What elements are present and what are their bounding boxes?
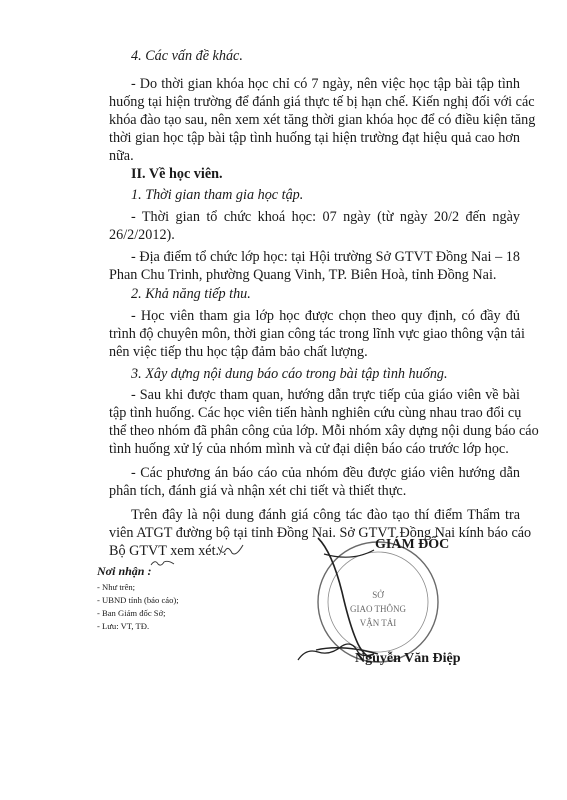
conclusion-line-3: Bộ GTVT xem xét./. — [109, 543, 227, 559]
sub2-p1-line-1: - Học viên tham gia lớp học được chọn theo quy định, có đầy đủ — [131, 308, 520, 324]
part2-heading: II. Về học viên. — [131, 166, 223, 182]
handwritten-initial-icon — [150, 558, 176, 568]
sub2-heading: 2. Khả năng tiếp thu. — [131, 286, 251, 302]
sub3-p2-line-2: phân tích, đánh giá và nhận xét chi tiết và thiết thực. — [109, 483, 407, 499]
sub3-p1-line-3: thể theo nhóm đã phân công của lớp. Mỗi nhóm xây dựng nội dung báo cáo — [109, 423, 539, 439]
section4-line-1: - Do thời gian khóa học chỉ có 7 ngày, nên việc học tập bài tập tình — [131, 76, 520, 92]
section4-line-4: thời gian học tập bài tập tình huống tại hiện trường đạt hiệu quả cao hơn — [109, 130, 520, 146]
recipient-item-1: - Như trên; — [97, 582, 136, 592]
sub2-p1-line-3: nên việc tiếp thu học tập đảm bảo chất lượng. — [109, 344, 368, 360]
svg-text:VẬN TẢI: VẬN TẢI — [359, 618, 397, 628]
sub3-p1-line-1: - Sau khi được tham quan, hướng dẫn trực tiếp của giáo viên về bài — [131, 387, 520, 403]
signatory-title: GIÁM ĐỐC — [375, 537, 450, 552]
section4-heading: 4. Các vấn đề khác. — [131, 48, 243, 64]
section4-line-3: khóa đào tạo sau, nên xem xét tăng thời gian khóa học để có điều kiện tăng — [109, 112, 536, 128]
initial-mark-icon — [216, 541, 246, 557]
sub3-p1-line-2: tập tình huống. Các học viên tiến hành nghiên cứu cùng nhau trao đổi cụ — [109, 405, 522, 421]
recipient-item-3: - Ban Giám đốc Sở; — [97, 608, 166, 618]
sub1-p1-line-1: - Thời gian tổ chức khoá học: 07 ngày (từ ngày 20/2 đến ngày — [131, 209, 520, 225]
sub3-p2-line-1: - Các phương án báo cáo của nhóm đều được giáo viên hướng dẫn — [131, 465, 520, 481]
sub1-p2-line-1: - Địa điểm tổ chức lớp học: tại Hội trường Sở GTVT Đồng Nai – 18 — [131, 249, 520, 265]
sub2-p1-line-2: trình độ chuyên môn, thời gian công tác trong lĩnh vực giao thông vận tải — [109, 326, 525, 342]
section4-line-5: nữa. — [109, 148, 134, 164]
recipient-item-4: - Lưu: VT, TĐ. — [97, 621, 150, 631]
sub3-p1-line-4: tình huống xử lý của nhóm mình và cử đại diện báo cáo trước lớp học. — [109, 441, 509, 457]
sub1-heading: 1. Thời gian tham gia học tập. — [131, 187, 304, 203]
svg-text:SỞ: SỞ — [372, 590, 384, 600]
section4-line-2: huống tại hiện trường để đánh giá thực tế bị hạn chế. Kiến nghị đối với các — [109, 94, 535, 110]
recipient-item-2: - UBND tỉnh (báo cáo); — [97, 595, 179, 605]
recipients-heading: Nơi nhận : — [97, 564, 152, 578]
sub3-heading: 3. Xây dựng nội dung báo cáo trong bài tập tình huống. — [131, 366, 448, 382]
sub1-p2-line-2: Phan Chu Trinh, phường Quang Vinh, TP. Biên Hoà, tỉnh Đồng Nai. — [109, 267, 497, 283]
svg-text:GIAO THÔNG: GIAO THÔNG — [349, 604, 407, 614]
sub1-p1-line-2: 26/2/2012). — [109, 227, 175, 243]
conclusion-line-2: viên ATGT đường bộ tại tỉnh Đồng Nai. Sở GTVT Đồng Nai kính báo cáo — [109, 525, 532, 541]
conclusion-line-1: Trên đây là nội dung đánh giá công tác đào tạo thí điểm Thẩm tra — [131, 507, 520, 523]
signatory-name: Nguyễn Văn Điệp — [355, 651, 461, 666]
